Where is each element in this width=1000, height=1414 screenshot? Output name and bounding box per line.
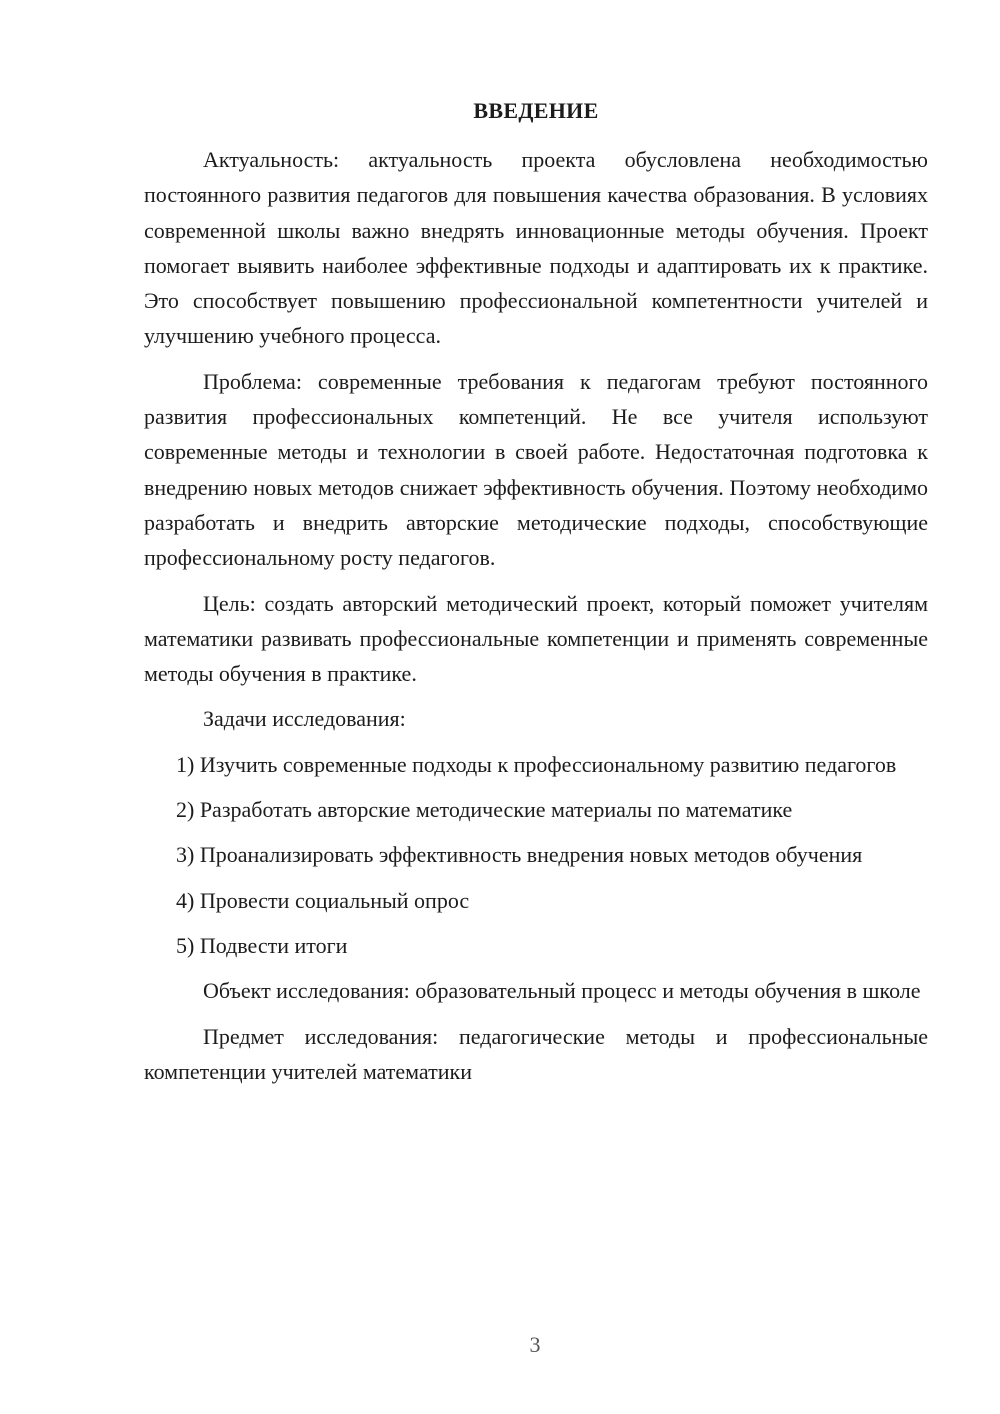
task-item: 1) Изучить современные подходы к профессиональному развитию педагогов: [176, 751, 897, 777]
task-item: 3) Проанализировать эффективность внедрения новых методов обучения: [176, 842, 863, 868]
task-item: 2) Разработать авторские методические материалы по математике: [176, 797, 793, 823]
goal-paragraph: Цель: создать авторский методический проект, который поможет учителям математики развивать профессиональные компетенции и применять современные методы обучения в практике.: [144, 590, 928, 687]
page-number: 3: [529, 1332, 541, 1357]
task-item: 4) Провести социальный опрос: [176, 887, 470, 913]
page-content: [144, 94, 928, 1099]
relevance-paragraph: Актуальность: актуальность проекта обусловлена необходимостью постоянного развития педагогов для повышения качества образования. В условиях современной школы важно внедрять инновационные методы обучения. Проект помогает выявить наиболее эффективные подходы и адаптировать их к практике. Это способствует повышению профессиональной компетентности учителей и улучшению учебного процесса.: [144, 147, 928, 349]
problem-paragraph: Проблема: современные требования к педагогам требуют постоянного развития профессиональных компетенций. Не все учителя используют современные методы и технологии в своей работе. Недостаточная подготовка к внедрению новых методов снижает эффективность обучения. Поэтому необходимо разработать и внедрить авторские методические подходы, способствующие профессиональному росту педагогов.: [144, 368, 928, 571]
section-title: ВВЕДЕНИЕ: [473, 98, 599, 123]
object-paragraph: Объект исследования: образовательный процесс и методы обучения в школе: [203, 978, 921, 1004]
tasks-heading: Задачи исследования:: [203, 706, 406, 732]
task-item: 5) Подвести итоги: [176, 932, 348, 958]
subject-paragraph: Предмет исследования: педагогические методы и профессиональные компетенции учителей математики: [144, 1023, 928, 1084]
